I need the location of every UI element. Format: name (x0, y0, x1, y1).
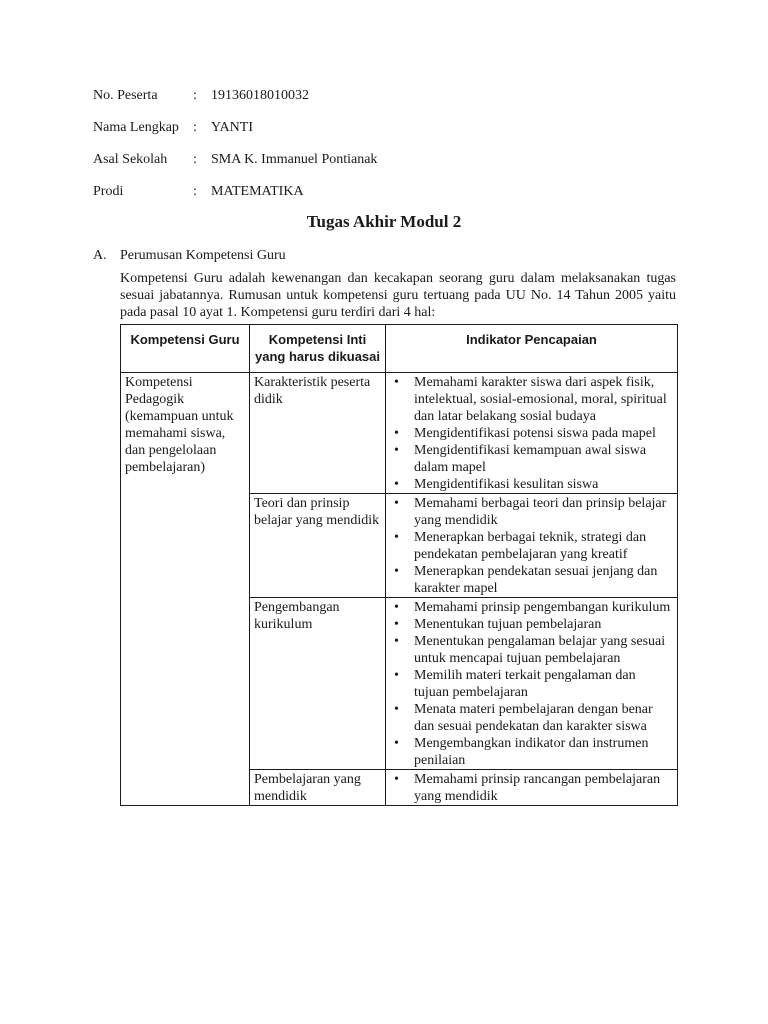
indicator-item: • Mengidentifikasi kemampuan awal siswa dalam mapel (414, 442, 673, 476)
indicator-list (390, 374, 673, 493)
indicator-item: • Mengembangkan indikator dan instrumen penilaian (414, 735, 673, 769)
core-competency-cell: Pembelajaran yang mendidik (250, 770, 386, 806)
indicator-list (390, 771, 673, 805)
info-colon: : (193, 184, 197, 199)
indicator-item: • Mengidentifikasi potensi siswa pada mapel (414, 425, 673, 442)
info-row-participant-number (93, 86, 377, 118)
info-label: Asal Sekolah (93, 152, 168, 167)
info-value: SMA K. Immanuel Pontianak (211, 152, 378, 167)
info-label: Prodi (93, 184, 124, 199)
indicator-cell (386, 494, 678, 598)
indicator-item: • Memahami karakter siswa dari aspek fisik, intelektual, sosial-emosional, moral, spiritual dan latar belakang sosial budaya (414, 374, 673, 425)
competency-table (120, 324, 678, 806)
header-core-competency: Kompetensi Inti yang harus dikuasai (250, 325, 386, 373)
info-colon: : (193, 120, 197, 135)
core-competency-cell: Pengembangan kurikulum (250, 598, 386, 770)
info-label: Nama Lengkap (93, 120, 179, 135)
indicator-list (390, 599, 673, 769)
indicator-item: • Memahami prinsip pengembangan kurikulum (414, 599, 673, 616)
indicator-item: • Menentukan tujuan pembelajaran (414, 616, 673, 633)
participant-info (93, 86, 377, 214)
info-row-full-name (93, 118, 377, 150)
indicator-cell (386, 770, 678, 806)
indicator-item: • Menerapkan berbagai teknik, strategi dan pendekatan pembelajaran yang kreatif (414, 529, 673, 563)
info-value: YANTI (211, 120, 253, 135)
info-value: MATEMATIKA (211, 184, 304, 199)
info-colon: : (193, 152, 197, 167)
indicator-cell (386, 373, 678, 494)
header-indicators: Indikator Pencapaian (386, 325, 678, 373)
core-competency-cell: Teori dan prinsip belajar yang mendidik (250, 494, 386, 598)
section-heading (93, 247, 676, 265)
indicator-item: • Memahami prinsip rancangan pembelajaran yang mendidik (414, 771, 673, 805)
indicator-item: • Menentukan pengalaman belajar yang sesuai untuk mencapai tujuan pembelajaran (414, 633, 673, 667)
section-title: Perumusan Kompetensi Guru (120, 248, 286, 263)
info-colon: : (193, 88, 197, 103)
info-row-study-program (93, 182, 377, 214)
info-row-school (93, 150, 377, 182)
header-competency: Kompetensi Guru (121, 325, 250, 373)
indicator-item: • Mengidentifikasi kesulitan siswa (414, 476, 673, 493)
table-row (121, 373, 678, 494)
indicator-list (390, 495, 673, 597)
indicator-item: • Menata materi pembelajaran dengan benar dan sesuai pendekatan dan karakter siswa (414, 701, 673, 735)
indicator-cell (386, 598, 678, 770)
table-header-row (121, 325, 678, 373)
info-label: No. Peserta (93, 88, 158, 103)
info-value: 19136018010032 (211, 88, 309, 103)
indicator-item: • Memilih materi terkait pengalaman dan tujuan pembelajaran (414, 667, 673, 701)
document-title: Tugas Akhir Modul 2 (306, 212, 462, 231)
section-a (93, 247, 676, 321)
section-letter: A. (93, 248, 107, 263)
core-competency-cell: Karakteristik peserta didik (250, 373, 386, 494)
indicator-item: • Memahami berbagai teori dan prinsip belajar yang mendidik (414, 495, 673, 529)
indicator-item: • Menerapkan pendekatan sesuai jenjang dan karakter mapel (414, 563, 673, 597)
competency-cell: Kompetensi Pedagogik (kemampuan untuk memahami siswa, dan pengelolaan pembelajaran) (121, 373, 250, 806)
section-paragraph: Kompetensi Guru adalah kewenangan dan kecakapan seorang guru dalam melaksanakan tugas sesuai jabatannya. Rumusan untuk kompetensi guru tertuang pada UU No. 14 Tahun 2005 yaitu pada pasal 10 ayat 1. Kompetensi guru terdiri dari 4 hal: (120, 271, 676, 320)
